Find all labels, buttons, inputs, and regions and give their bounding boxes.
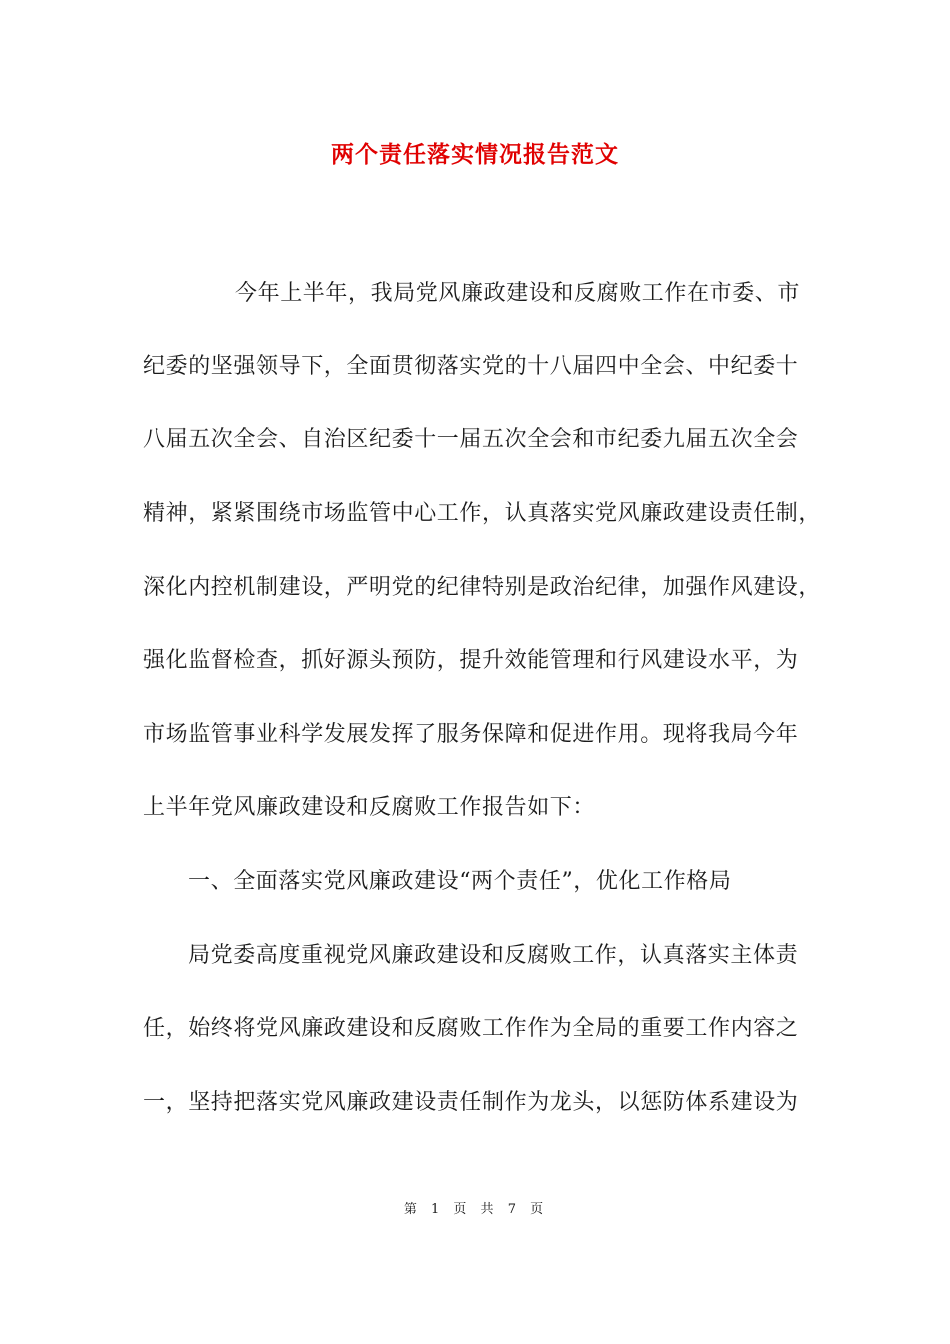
paragraph-line: 纪委的坚强领导下，全面贯彻落实党的十八届四中全会、中纪委十 (143, 354, 799, 379)
paragraph-line: 精神，紧紧围绕市场监管中心工作，认真落实党风廉政建设责任制， (143, 501, 822, 526)
paragraph-line: 深化内控机制建设，严明党的纪律特别是政治纪律，加强作风建设， (143, 575, 822, 600)
paragraph-line: 市场监管事业科学发展发挥了服务保障和促进作用。现将我局今年 (143, 722, 799, 747)
section-heading: 一、全面落实党风廉政建设“两个责任”，优化工作格局 (188, 869, 732, 894)
paragraph-line: 一，坚持把落实党风廉政建设责任制作为龙头，以惩防体系建设为 (143, 1090, 799, 1115)
paragraph-line: 上半年党风廉政建设和反腐败工作报告如下： (143, 795, 596, 820)
paragraph-line: 局党委高度重视党风廉政建设和反腐败工作，认真落实主体责 (188, 943, 799, 968)
paragraph-line: 八届五次全会、自治区纪委十一届五次全会和市纪委九届五次全会 (143, 427, 799, 452)
paragraph-line: 任，始终将党风廉政建设和反腐败工作作为全局的重要工作内容之 (143, 1016, 799, 1041)
page-number-footer: 第 1 页 共 7 页 (403, 1202, 547, 1217)
document-title: 两个责任落实情况报告范文 (331, 141, 619, 168)
paragraph-line: 强化监督检查，抓好源头预防，提升效能管理和行风建设水平，为 (143, 648, 799, 673)
paragraph-line: 今年上半年，我局党风廉政建设和反腐败工作在市委、市 (235, 281, 801, 306)
